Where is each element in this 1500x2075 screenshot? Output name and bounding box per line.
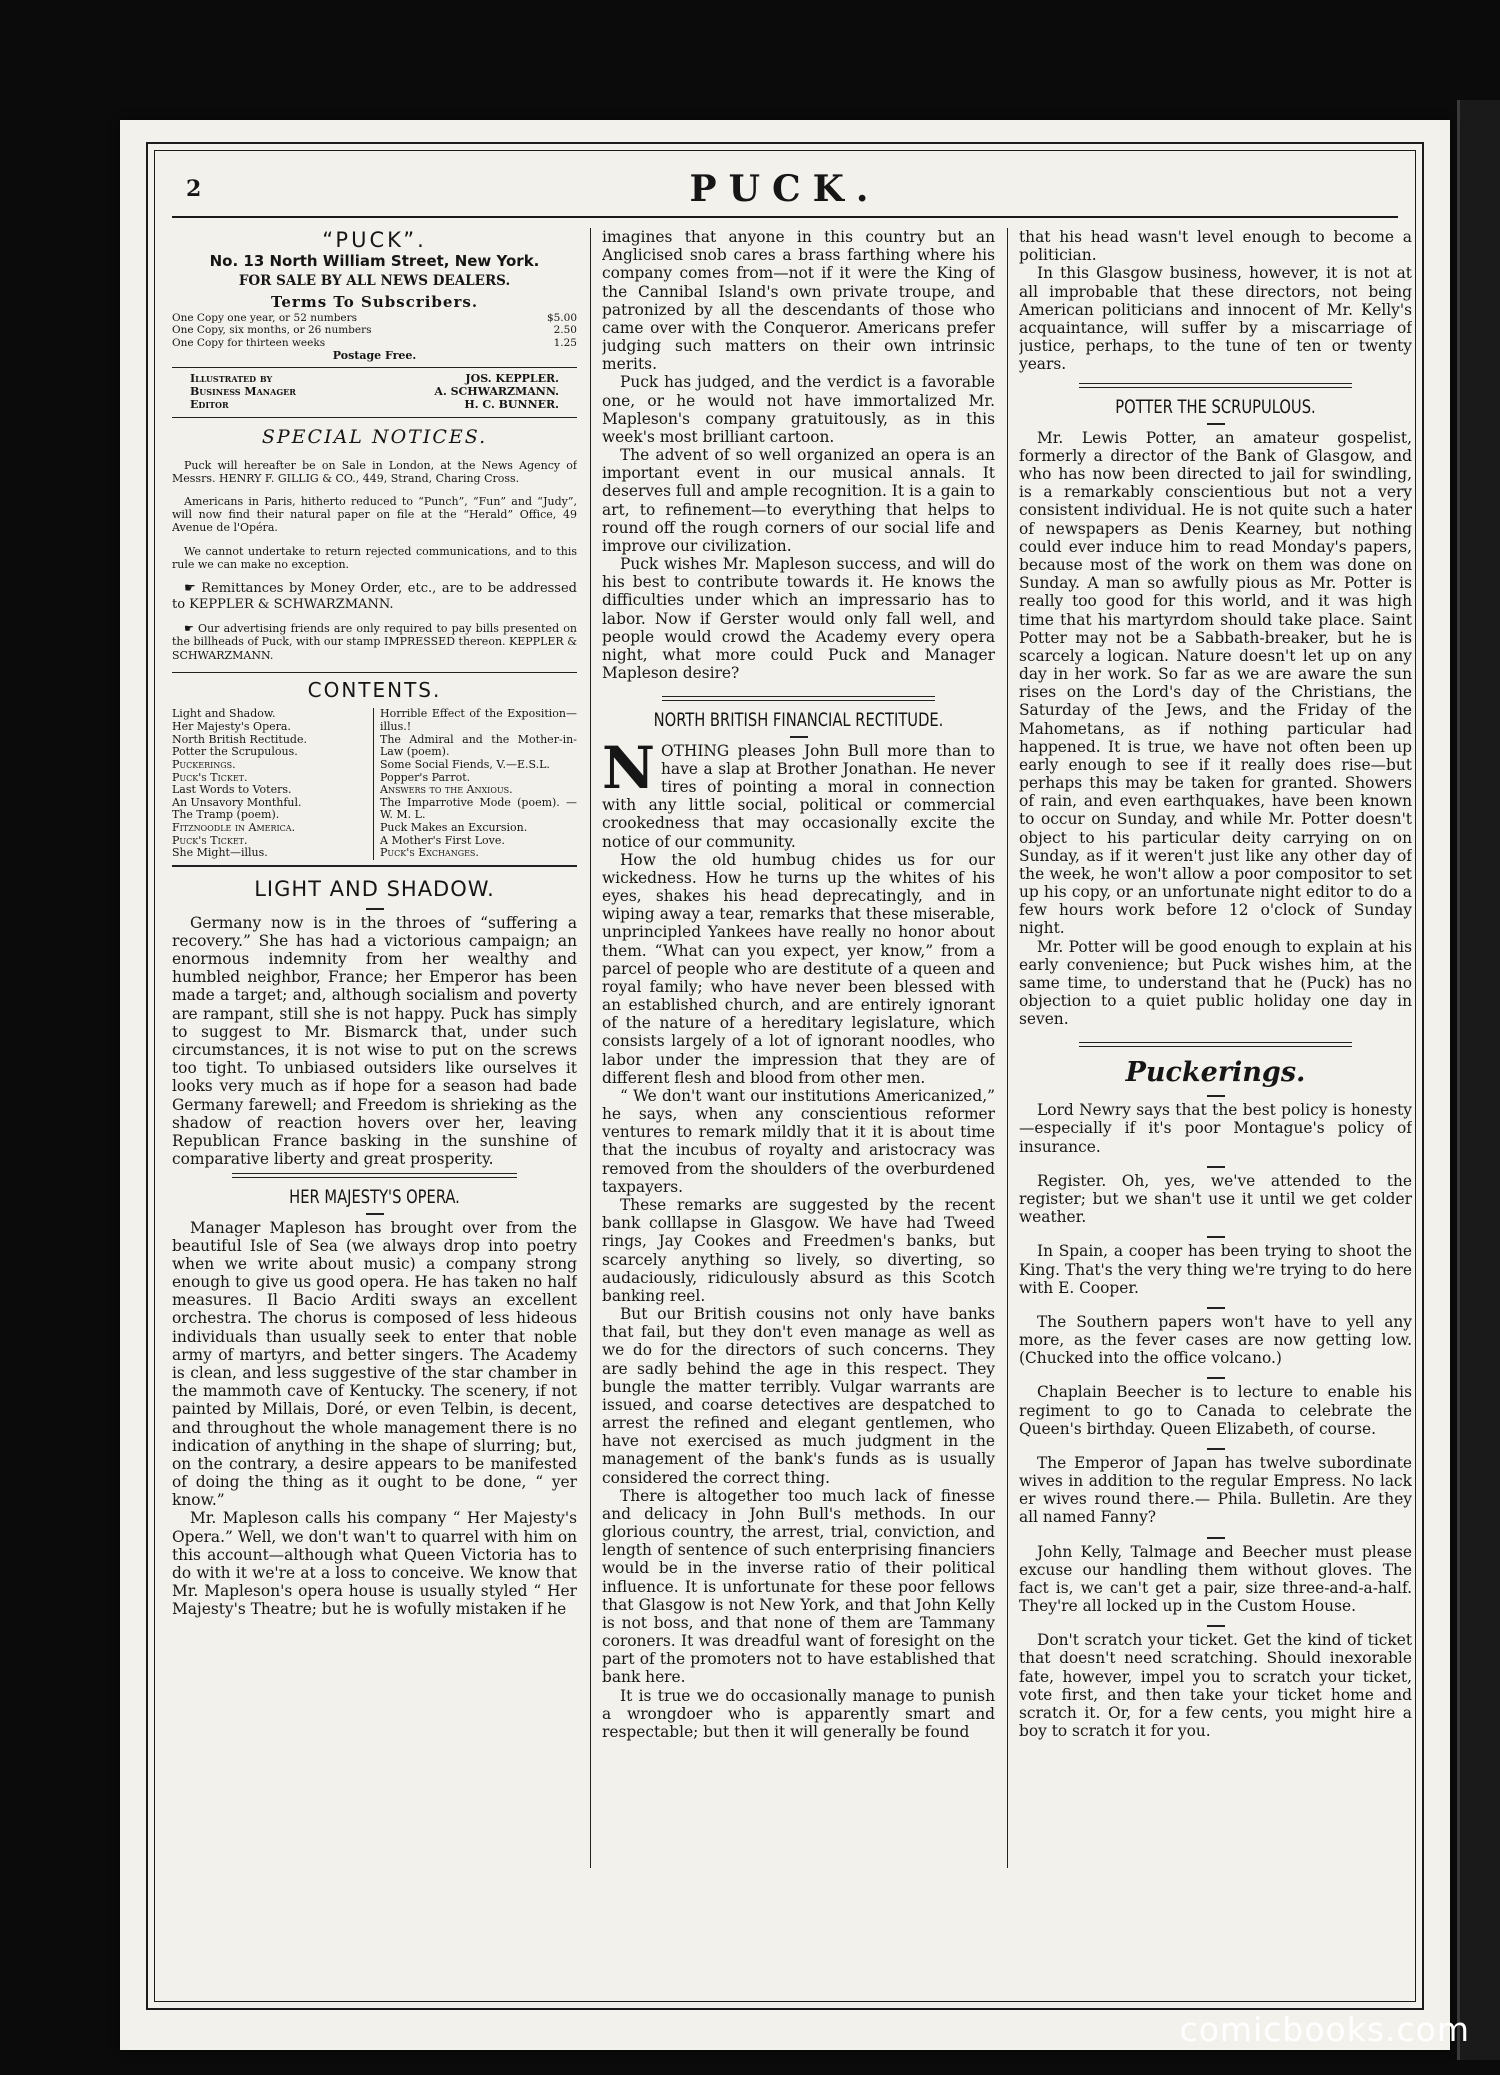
article-paragraph: Puck wishes Mr. Mapleson success, and will do his best to contribute towards it. He knows the difficulties under which an impressario has to labor. Now if Gerster would only fall well, and people would crowd the Academy every opera night, what more could Puck and Manager Mapleson desire? (602, 555, 995, 683)
rates-table (172, 312, 577, 349)
pointing-hand-icon: ☛ (184, 581, 202, 596)
title-dash (366, 1213, 384, 1215)
contents-item: Light and Shadow. (172, 707, 276, 721)
notice-remittances: ☛ Remittances by Money Order, etc., are to be addressed to KEPPLER & SCHWARZMANN. (172, 581, 577, 612)
article-paragraph: It is true we do occasionally manage to punish a wrongdoer who is apparently smart and respectable; but then it will generally be found (602, 1686, 995, 1741)
contents-list (172, 708, 577, 860)
contents-item: The Tramp (poem). (172, 808, 280, 822)
item-dash (1207, 1166, 1225, 1168)
column-middle (602, 228, 995, 1868)
notice: Puck will hereafter be on Sale in London, at the News Agency of Messrs. HENRY F. GILLIG & CO., 449, Strand, Charing Cross. (172, 458, 577, 485)
article-paragraph: Germany now is in the throes of “suffering a recovery.” She has had a victorious campaign; an enormous indemnity from her wealthy and humbled neighbor, France; her Emperor has been made a target; and, although socialism and poverty are rampant, still she is not happy. Puck has simply to suggest to Mr. Bismarck that, under such circumstances, it is not wise to put on the screws too tight. To unbiased outsiders like ourselves it looks very much as if hope for a season had bade Germany farewell; and Freedom is shrieking as the shadow of reaction hovers over her, leaving Republican France basking in the sunshine of comparative liberty and great prosperity. (172, 913, 577, 1169)
divider (172, 417, 577, 418)
article-title: HER MAJESTY'S OPERA. (289, 1186, 460, 1209)
title-dash (366, 908, 384, 910)
contents-item: Horrible Effect of the Exposition—illus.! (380, 707, 577, 733)
title-dash (790, 736, 808, 738)
contents-item: Puck's Ticket. (172, 770, 248, 784)
article-paragraph: These remarks are suggested by the recent bank colllapse in Glasgow. We have had Tweed rings, Jay Cookes and Freedmen's banks, but scarcely anything so lively, so diverting, so audaciously, ridiculously absurd as this Scotch banking reel. (602, 1196, 995, 1305)
contents-item: North British Rectitude. (172, 732, 307, 746)
adjacent-page-edge (1457, 100, 1500, 2060)
article-paragraph: There is altogether too much lack of finesse and delicacy in John Bull's methods. In our glorious country, the arrest, trial, conviction, and length of sentence of such enterprising financiers would be in the inverse ratio of their political influence. It is unfortunate for these poor fellows that Glasgow is not New York, and that John Kelly is not boss, and that none of them are Tammany coroners. It was dreadful want of foresight on the part of the promoters not to have established that bank here. (602, 1486, 995, 1687)
article-paragraph: NOTHING pleases John Bull more than to have a slap at Brother Jonathan. He never tires of pointing a moral in connection with any little social, political or commercial crookedness that may occasionally excite the notice of our community. (602, 733, 995, 851)
running-title: PUCK. (689, 168, 881, 210)
article-paragraph: imagines that anyone in this country but an Anglicised snob cares a brass farthing where his company comes from—not if it were the King of the Cannibal Island's own private troupe, and patronized by all the descendants of those who came over with the Conqueror. Americans prefer judging such matters on their own intrinsic merits. (602, 228, 995, 374)
puckering-item: John Kelly, Talmage and Beecher must please excuse our handling them without gloves. The fact is, we can't get a pair, size three-and-a-half. They're all locked up in the Custom House. (1019, 1542, 1412, 1616)
site-watermark: comicbooks.com (1179, 2010, 1470, 2049)
divider (1079, 1042, 1352, 1047)
contents-item: Puck's Ticket. (172, 833, 248, 847)
item-dash (1207, 1448, 1225, 1450)
staff-row: Business Manager A. SCHWARZMANN. (190, 385, 559, 399)
divider (1079, 383, 1352, 388)
article-paragraph: Mr. Lewis Potter, an amateur gospelist, formerly a director of the Bank of Glasgow, and who has now been directed to jail for swindling, is a remarkably conscientious but not a very consistent individual. He is not quite such a hater of newspapers as Denis Kearney, but nothing could ever induce him to read Monday's papers, because most of the work on them was done on Sunday. A man so awfully pious as Mr. Potter is really too good for this world, and it was high time that his martyrdom should take place. Saint Potter may not be a Sabbath-breaker, but he is scarcely a logican. Nature doesn't let up on any day in her work. So far as we are aware the sun rises on the Lord's day of the Christians, the Saturday of the Jews, and the Friday of the Mahometans, as if nothing particular had happened. It is true, we have not often been up early enough to see if it really does rise—but perhaps this may be taken for granted. Showers of rain, and even earthquakes, have been known to occur on Sunday, and while Mr. Potter doesn't object to his particular deity carrying on on Sunday, as if it weren't just like any other day of the week, he won't allow a poor compositor to set up his copy, or an unfortunate night editor to do a few hours work before 12 o'clock of Sunday night. (1019, 428, 1412, 938)
column-rule (590, 228, 591, 1868)
contents-right (374, 708, 577, 860)
article-paragraph: How the old humbug chides us for our wickedness. How he turns up the whites of his eyes, shakes his head deprecatingly, and in wiping away a tear, remarks that these miserable, unprincipled Yankees have really no honor about them. “What can you expect, yer know,” from a parcel of people who are destitute of a queen and royal family; who have never been blessed with an established church, and are entirely ignorant of the nature of a hereditary legislature, which consists largely of a lot of ignorant noodles, who labor under the impression that they are of different flesh and blood from other men. (602, 850, 995, 1087)
pointing-hand-icon: ☛ (184, 622, 199, 636)
staff-row: Editor H. C. BUNNER. (190, 398, 559, 412)
contents-item: An Unsavory Monthful. (172, 795, 302, 809)
article-paragraph: Manager Mapleson has brought over from the beautiful Isle of Sea (we always drop into poetry when we write about music) a company strong enough to give us good opera. He has taken no half measures. Il Bacio Arditi sways an excellent orchestra. The chorus is composed of less hideous individuals than usually seek to enter that noble army of martyrs, and better singers. The Academy is clean, and less suggestive of the star chamber in the mammoth cave of Kentucky. The scenery, if not painted by Millais, Doré, or even Telbin, is decent, and throughout the whole management there is no indication of anything in the shape of slurring; but, on the contrary, a desire appears to be manifested of doing the thing as it ought to be done, “ yer know.” (172, 1218, 577, 1510)
puckering-item: Lord Newry says that the best policy is honesty—especially if it's poor Montague's policy of insurance. (1019, 1101, 1412, 1156)
divider (232, 1173, 517, 1178)
article-title: LIGHT AND SHADOW. (254, 877, 495, 902)
item-dash (1207, 1537, 1225, 1539)
terms-title: Terms To Subscribers. (270, 293, 479, 312)
contents-item: Her Majesty's Opera. (172, 719, 291, 733)
newspaper-page (120, 120, 1450, 2050)
title-dash (1207, 423, 1225, 425)
item-dash (1207, 1307, 1225, 1309)
contents-item: Some Social Fiends, V.—E.S.L. (380, 757, 550, 771)
staff-row: Illustrated by JOS. KEPPLER. (190, 372, 559, 386)
contents-item: The Imparrotive Mode (poem). —W. M. L. (380, 795, 577, 822)
contents-left (172, 708, 374, 860)
contents-item: Popper's Parrot. (380, 770, 471, 784)
column-rule (1007, 228, 1008, 1868)
article-paragraph: But our British cousins not only have banks that fail, but they don't even manage as well as we do for the directors of such concerns. They are sadly behind the age in this respect. They bungle the matter terribly. Vulgar warrants are issued, and coarse detectives are despatched to arrest the refined and elegant gentlemen, who have not exercised as much judgment in the management of the bank's funds as is usually considered the correct thing. (602, 1305, 995, 1487)
article-title: POTTER THE SCRUPULOUS. (1115, 396, 1316, 419)
contents-item: The Admiral and the Mother-in-Law (poem). (380, 732, 577, 759)
column-right (1019, 228, 1412, 1868)
article-title: NORTH BRITISH FINANCIAL RECTITUDE. (653, 709, 944, 732)
contents-item: Puck Makes an Excursion. (380, 821, 528, 835)
puckering-item: Register. Oh, yes, we've attended to the register; but we shan't use it until we get colder weather. (1019, 1171, 1412, 1227)
notice-advertising: ☛ Our advertising friends are only required to pay bills presented on the billheads of Puck, with our stamp IMPRESSED thereon. KEPPLER & SCHWARZMANN. (172, 622, 577, 662)
postage-note: Postage Free. (332, 349, 417, 363)
rate-row: One Copy for thirteen weeks 1.25 (172, 336, 577, 349)
contents-item: Potter the Scrupulous. (172, 745, 298, 759)
contents-item: She Might—illus. (172, 846, 268, 860)
divider (172, 865, 577, 867)
divider (662, 696, 935, 701)
contents-item: Puckerings. (172, 757, 236, 771)
title-dash (1207, 1095, 1225, 1097)
notice: We cannot undertake to return rejected communications, and to this rule we can make no exception. (172, 544, 577, 571)
notice: Americans in Paris, hitherto reduced to “Punch”, “Fun” and “Judy”, will now find their natural paper on file at the “Herald” Office, 49 Avenue de l'Opéra. (172, 495, 577, 535)
item-dash (1207, 1625, 1225, 1627)
divider (172, 672, 577, 673)
contents-item: Last Words to Voters. (172, 783, 292, 797)
puckering-item: The Southern papers won't have to yell any more, as the fever cases are now getting low. (Chucked into the office volcano.) (1019, 1312, 1412, 1368)
contents-item: A Mother's First Love. (380, 833, 505, 847)
article-paragraph: Puck has judged, and the verdict is a favorable one, or he would not have immortalized Mr. Mapleson's company gratuitously, as in this week's most brilliant cartoon. (602, 373, 995, 446)
item-dash (1207, 1236, 1225, 1238)
contents-title: CONTENTS. (307, 677, 442, 702)
puckering-item: Chaplain Beecher is to lecture to enable his regiment to go to Canada to celebrate the Queen's birthday. Queen Elizabeth, of course. (1019, 1383, 1412, 1438)
rate-row: One Copy, six months, or 26 numbers 2.50 (172, 324, 577, 337)
item-dash (1207, 1377, 1225, 1379)
puckerings-title: Puckerings. (1125, 1057, 1306, 1089)
puckering-item: Don't scratch your ticket. Get the kind of ticket that doesn't need scratching. Should inexorable fate, however, impel you to scratch your ticket, vote first, and then take your ticket home and scratch it. Or, for a few cents, you might hire a boy to scratch it for you. (1019, 1631, 1412, 1741)
office-address: No. 13 North William Street, New York. (209, 251, 540, 270)
divider (172, 367, 577, 368)
contents-item: Fitznoodle in America. (172, 821, 296, 835)
article-paragraph: In this Glasgow business, however, it is not at all improbable that these directors, not being American politicians and innocent of Mr. Kelly's acquaintance, will suffer by a miscarriage of justice, perhaps, to the tune of ten or twenty years. (1019, 264, 1412, 374)
puckering-item: In Spain, a cooper has been trying to shoot the King. That's the very thing we're trying to do here with E. Cooper. (1019, 1242, 1412, 1297)
drop-cap: N (602, 733, 656, 802)
page-number: 2 (186, 176, 202, 202)
staff-list (172, 373, 577, 412)
masthead (172, 160, 1398, 218)
for-sale-line: FOR SALE BY ALL NEWS DEALERS. (238, 273, 511, 290)
contents-item: Answers to the Anxious. (380, 783, 513, 797)
puckering-item: The Emperor of Japan has twelve subordinate wives in addition to the regular Empress. No lack er wives round there.— Phila. Bulletin. Are they all named Fanny? (1019, 1453, 1412, 1527)
puck-header-title: “PUCK”. (322, 228, 427, 252)
special-notices-title: SPECIAL NOTICES. (261, 426, 488, 449)
article-paragraph: that his head wasn't level enough to become a politician. (1019, 228, 1412, 265)
rate-row: One Copy one year, or 52 numbers $5.00 (172, 312, 577, 325)
article-paragraph: The advent of so well organized an opera is an important event in our musical annals. It deserves full and ample recognition. It is a gain to art, to refinement—to everything that helps to round off the rough corners of our social life and improve our civilization. (602, 446, 995, 555)
column-left (172, 228, 577, 1868)
contents-item: Puck's Exchanges. (380, 846, 479, 860)
article-paragraph: Mr. Potter will be good enough to explain at his early convenience; but Puck wishes him, at the same time, to understand that he (Puck) has no objection to a quiet public holiday one day in seven. (1019, 937, 1412, 1029)
article-paragraph: “ We don't want our institutions Americanized,” he says, when any conscientious reformer ventures to remark mildly that it it is about time that the incubus of royalty and aristocracy was removed from the shoulders of the overburdened taxpayers. (602, 1086, 995, 1196)
article-paragraph: Mr. Mapleson calls his company “ Her Majesty's Opera.” Well, we don't wan't to quarrel with him on this account—although what Queen Victoria has to do with it we're at a loss to conceive. We know that Mr. Mapleson's opera house is usually styled “ Her Majesty's Theatre; but he is wofully mistaken if he (172, 1509, 577, 1619)
